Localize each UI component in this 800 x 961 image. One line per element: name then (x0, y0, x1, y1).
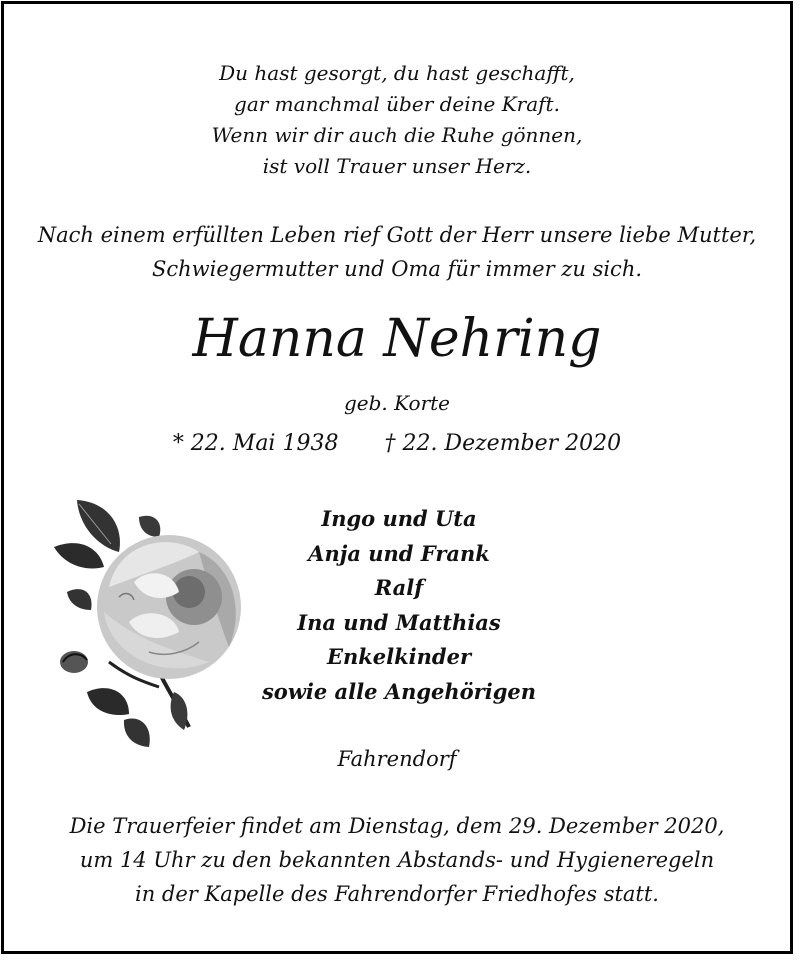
poem-line: ist voll Trauer unser Herz. (262, 154, 532, 178)
poem-line: gar manchmal über deine Kraft. (234, 92, 560, 116)
mourner: Ingo und Uta (321, 506, 477, 531)
mourner: Ralf (374, 575, 424, 600)
death-date: † 22. Dezember 2020 (384, 431, 622, 456)
intro-line: Schwiegermutter und Oma für immer zu sich. (151, 257, 643, 281)
intro-text (4, 218, 790, 286)
obituary-frame (1, 1, 793, 954)
ceremony-line: Die Trauerfeier findet am Dienstag, dem 29. Dezember 2020, (69, 814, 725, 838)
mourner: sowie alle Angehörigen (261, 678, 537, 704)
ceremony-line: in der Kapelle des Fahrendorfer Friedhofes statt. (135, 882, 659, 906)
birth-name: geb. Korte (343, 391, 451, 415)
mourners-list (184, 502, 614, 709)
poem (4, 58, 790, 182)
intro-line: Nach einem erfüllten Leben rief Gott der Herr unsere liebe Mutter, (37, 223, 757, 247)
ceremony-line: um 14 Uhr zu den bekannten Abstands- und Hygieneregeln (79, 848, 715, 872)
poem-line: Du hast gesorgt, du hast geschafft, (219, 61, 575, 85)
life-dates (4, 428, 790, 460)
deceased-name: Hanna Nehring (192, 309, 602, 369)
place: Fahrendorf (337, 747, 457, 771)
poem-line: Wenn wir dir auch die Ruhe gönnen, (211, 123, 583, 147)
mourner: Anja und Frank (308, 540, 490, 566)
ceremony-info (4, 809, 790, 911)
mourner: Ina und Matthias (297, 609, 501, 635)
mourner: Enkelkinder (326, 644, 472, 669)
birth-date: * 22. Mai 1938 (172, 431, 339, 456)
